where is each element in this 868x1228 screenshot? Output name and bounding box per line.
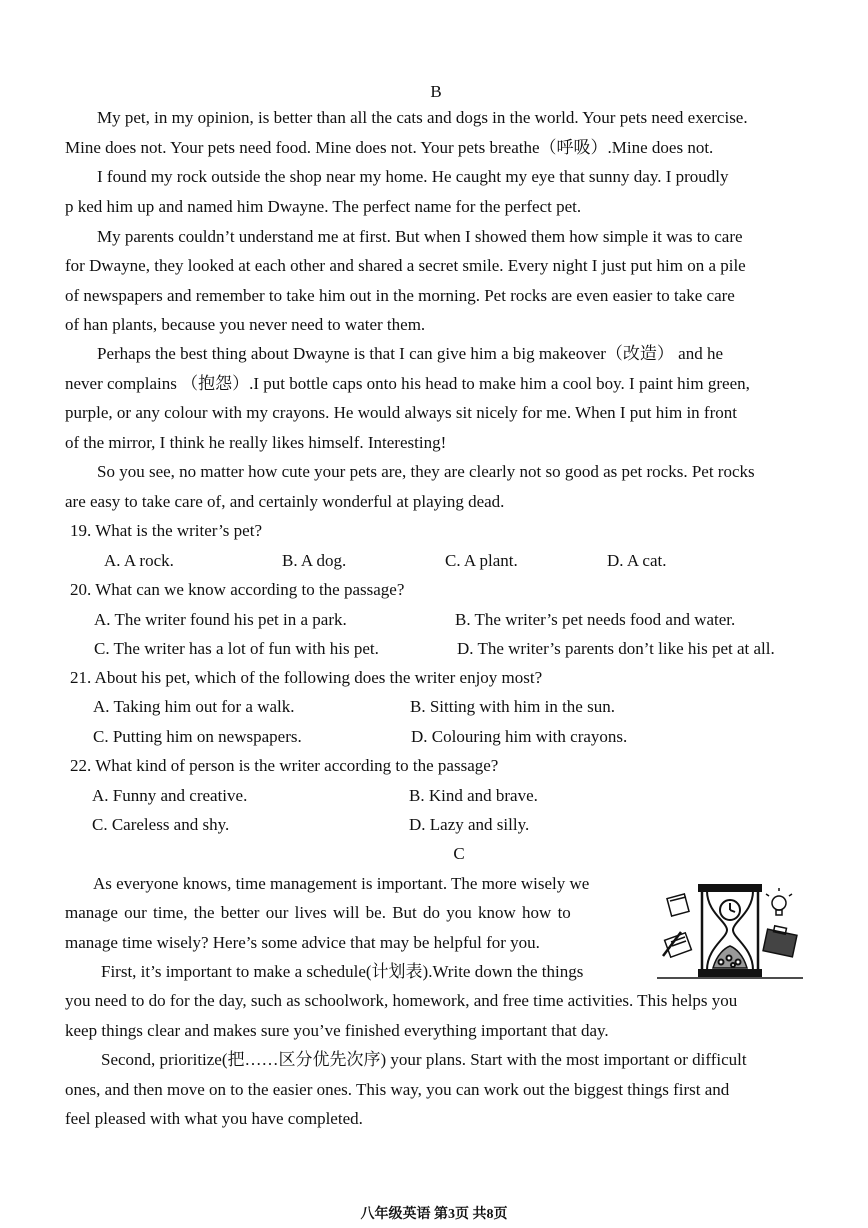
option-d[interactable]: D. A cat. (607, 551, 667, 570)
option-d[interactable]: D. The writer’s parents don’t like his pet at all. (457, 639, 775, 658)
passage-line: of newspapers and remember to take him out in the morning. Pet rocks are even easier to take care (65, 286, 735, 305)
passage-line: Mine does not. Your pets need food. Mine does not. Your pets breathe（呼吸）.Mine does not. (65, 138, 714, 157)
option-a[interactable]: A. Taking him out for a walk. (93, 697, 295, 716)
passage-line: p ked him up and named him Dwayne. The perfect name for the perfect pet. (65, 197, 582, 216)
passage-line: I found my rock outside the shop near my home. He caught my eye that sunny day. I proudly (97, 167, 729, 186)
passage-line: First, it’s important to make a schedule(计划表).Write down the things (101, 962, 584, 981)
passage-line: of the mirror, I think he really likes himself. Interesting! (65, 433, 447, 452)
option-b[interactable]: B. A dog. (282, 551, 347, 570)
question-stem: 20. What can we know according to the passage? (70, 580, 405, 599)
option-c[interactable]: C. The writer has a lot of fun with his pet. (94, 639, 379, 658)
hourglass-illustration (655, 882, 805, 982)
question-stem: 19. What is the writer’s pet? (70, 521, 262, 540)
option-c[interactable]: C. A plant. (445, 551, 518, 570)
passage-line: manage time wisely? Here’s some advice that may be helpful for you. (65, 933, 540, 952)
passage-line: As everyone knows, time management is important. The more wisely we (93, 874, 590, 893)
passage-line: keep things clear and makes sure you’ve finished everything important that day. (65, 1021, 609, 1040)
option-d[interactable]: D. Lazy and silly. (409, 815, 530, 834)
option-d[interactable]: D. Colouring him with crayons. (411, 727, 628, 746)
option-c[interactable]: C. Careless and shy. (92, 815, 230, 834)
passage-line: ones, and then move on to the easier ones. This way, you can work out the biggest things first and (65, 1080, 730, 1099)
passage-line: Second, prioritize(把……区分优先次序) your plans. Start with the most important or difficult (101, 1050, 747, 1069)
option-a[interactable]: A. A rock. (104, 551, 174, 570)
passage-line: Perhaps the best thing about Dwayne is that I can give him a big makeover（改造） and he (97, 344, 724, 363)
section-c-letter: C (453, 844, 465, 863)
passage-line: you need to do for the day, such as schoolwork, homework, and free time activities. This helps you (65, 991, 738, 1010)
passage-line: of han plants, because you never need to water them. (65, 315, 426, 334)
section-b-letter: B (430, 82, 442, 101)
passage-line: never complains （抱怨）.I put bottle caps onto his head to make him a cool boy. I paint him green, (65, 374, 750, 393)
option-b[interactable]: B. The writer’s pet needs food and water. (455, 610, 736, 629)
passage-line: feel pleased with what you have completed. (65, 1109, 363, 1128)
passage-line: for Dwayne, they looked at each other and shared a secret smile. Every night I just put him on a pile (65, 256, 746, 275)
passage-line: manage our time, the better our lives will be. But do you know how to (65, 903, 571, 922)
passage-line: So you see, no matter how cute your pets are, they are clearly not so good as pet rocks. Pet rocks (97, 462, 755, 481)
option-a[interactable]: A. The writer found his pet in a park. (94, 610, 347, 629)
option-c[interactable]: C. Putting him on newspapers. (93, 727, 302, 746)
passage-line: are easy to take care of, and certainly wonderful at playing dead. (65, 492, 505, 511)
question-stem: 22. What kind of person is the writer according to the passage? (70, 756, 499, 775)
passage-line: My parents couldn’t understand me at first. But when I showed them how simple it was to care (97, 227, 743, 246)
question-stem: 21. About his pet, which of the following does the writer enjoy most? (70, 668, 543, 687)
option-b[interactable]: B. Sitting with him in the sun. (410, 697, 615, 716)
passage-line: purple, or any colour with my crayons. He would always sit nicely for me. When I put him in front (65, 403, 737, 422)
passage-line: My pet, in my opinion, is better than all the cats and dogs in the world. Your pets need exercise. (97, 108, 748, 127)
option-a[interactable]: A. Funny and creative. (92, 786, 248, 805)
page-footer: 八年级英语 第3页 共8页 (360, 1207, 508, 1222)
option-b[interactable]: B. Kind and brave. (409, 786, 538, 805)
